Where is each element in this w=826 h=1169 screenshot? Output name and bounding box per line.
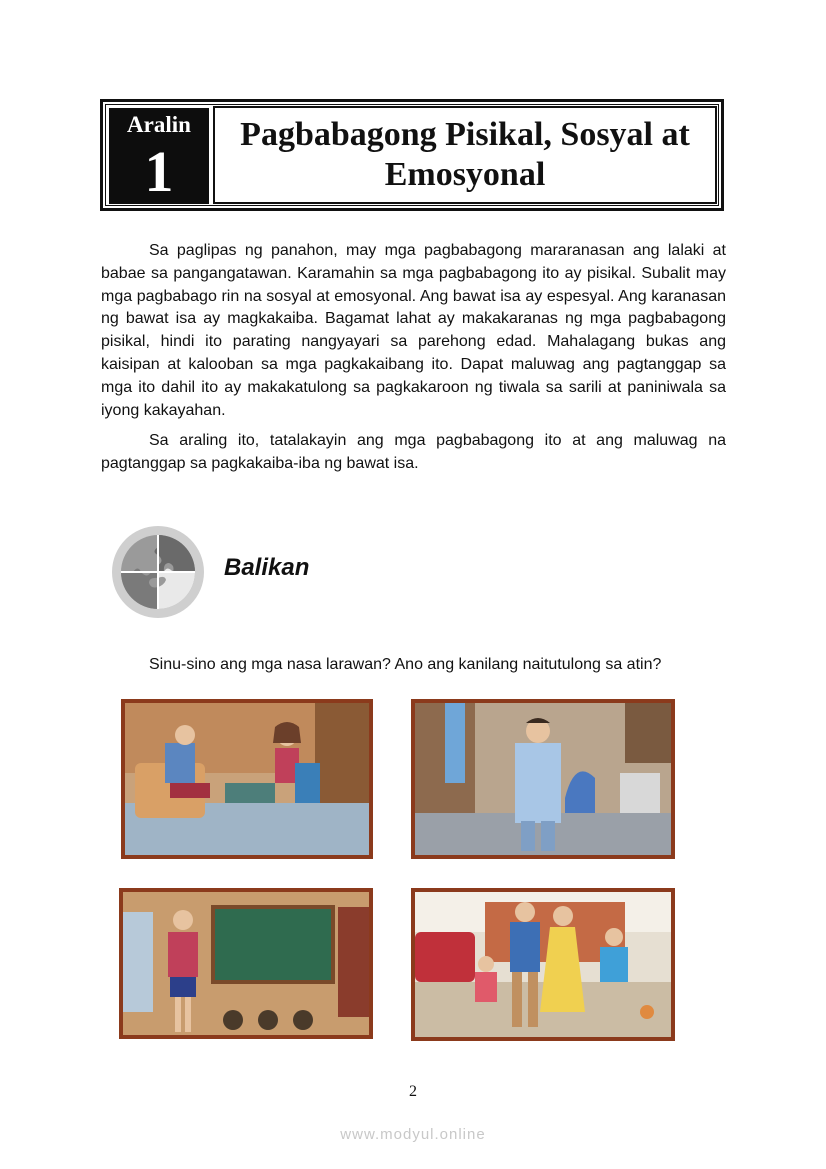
page-number: 2 [409, 1083, 417, 1100]
lesson-header [100, 99, 724, 211]
lesson-label: Aralin [127, 112, 191, 137]
counselor-illustration [121, 699, 373, 859]
lesson-badge [109, 108, 209, 204]
teacher-illustration [119, 888, 373, 1039]
lesson-number: 1 [144, 139, 174, 204]
lesson-title: Pagbabagong Pisikal, Sosyal at Emosyonal [213, 106, 717, 204]
intro-paragraph-2: Sa araling ito, tatalakayin ang mga pagbabagong ito at ang maluwag na pagtanggap sa pagkakaiba-iba ng bawat isa. [101, 432, 726, 472]
section-question: Sinu-sino ang mga nasa larawan? Ano ang kanilang naitutulong sa atin? [149, 656, 662, 673]
family-illustration [411, 888, 675, 1041]
puzzle-icon [111, 525, 205, 619]
intro-paragraph-1: Sa paglipas ng panahon, may mga pagbabagong mararanasan ang lalaki at babae sa pangangatawan. Karamahin sa mga pagbabagong ito ay pisikal. Subalit may mga pagbabago rin na sosyal at emosyonal. Ang bawat isa ay espesyal. Ang karanasan ng bawat isa ay magkakaiba. Bagamat lahat ay makakaranas ng mga pagbabagong pisikal, hindi ito parating nangyayari sa parehong edad. Mahalagang bukas ang kaisipan at kalooban sa mga pagkakaibang ito. Dapat maluwag ang pagtanggap sa mga ito dahil ito ay makakatulong sa pagkakaroon ng tiwala sa sarili at paniniwala sa iyong kakayahan. [101, 242, 726, 419]
doctor-illustration [411, 699, 675, 859]
section-title: Balikan [224, 554, 310, 581]
watermark: www.modyul.online [340, 1126, 486, 1143]
